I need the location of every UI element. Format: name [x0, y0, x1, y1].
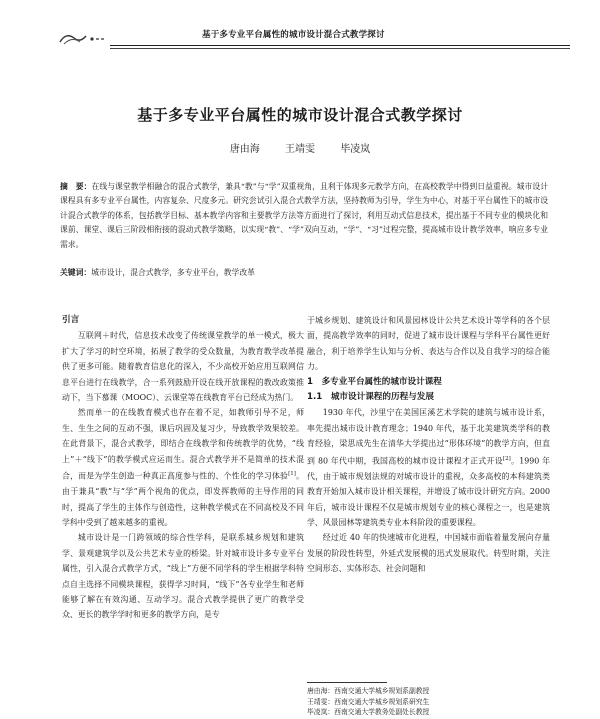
journal-logo-icon [58, 30, 108, 46]
paper-title: 基于多专业平台属性的城市设计混合式教学探讨 [137, 106, 463, 124]
keywords [60, 266, 548, 280]
body-paragraph: 城市设计是一门跨领域的综合性学科，是联系城乡规划和建筑学、景观建筑学以及公共艺术专业的桥梁。针对城市设计多专业平台属性，引入混合式教学方式，“线上”方便不同学科的学生根据学科特点自主选择不同模块课程，获得学习时间，“线下”各专业学生和老师能够了解在有效沟通、互动学习。混合式教学提供了更广的教学受众、更长的教学学时和更多的教学方向，是专 [62, 533, 304, 620]
body-text: 1930 年代，沙里宁在美国匡溪艺术学院的建筑与城市设计系，率先提出城市设计教育理念；1940 年代，基于北美建筑类学科的教育经验，梁思成先生在清华大学提出过“形体环境”的教学方向，但直到 80 年代中期，我国高校的城市设计课程才正式开设 [307, 408, 550, 466]
left-column [62, 313, 304, 623]
body-paragraph: 经过近 40 年的快速城市化进程，中国城市面临着量发展向存量发展的阶段性转型，外延式发展模的迅式发展取代。转型时期，关注空间形态、实体形态、社会问题和 [307, 533, 550, 574]
author-name: 王靖雯 [285, 144, 315, 155]
body-paragraph [62, 405, 304, 530]
body-paragraph [307, 405, 550, 530]
footnote: 王靖雯：西南交通大学城乡规划系研究生 [307, 697, 430, 706]
author-footnotes [307, 686, 550, 718]
footnote-rule [307, 682, 387, 683]
keywords-text: 城市设计，混合式教学，多专业平台，教学改革 [91, 268, 255, 277]
citation-ref: [1] [288, 471, 296, 478]
footnote: 毕凌岚：西南交通大学教务处副处长教授 [307, 708, 430, 716]
section-heading: 1 多专业平台属性的城市设计课程 [307, 376, 442, 387]
body-text: 然而单一的在线教育模式也存在着不足，如教师引导不足，师生、生生之间的互动不强，课后巩固及复习少，导致教学效果较差。在此背景下，混合式教学，即结合在线教学和传统教学的优势，“线上”＋“线下”的教学模式应运而生。混合式教学并不是简单的技术混合，而是为学生创造一种真正高度参与性的、个性化的学习体验 [62, 408, 304, 481]
citation-ref: [2] [502, 455, 511, 462]
running-header-title: 基于多专业平台属性的城市设计混合式教学探讨 [198, 28, 389, 40]
author-name: 毕凌岚 [340, 144, 371, 155]
body-text: 。1990 年代，由于城市规划法规的对城市设计的重视，众多高校的本科建筑类教育开始加入城市设计相关课程，并增设了城市设计研究方向。2000 年后，城市设计课程不仅是城市规划专业的核心课程之一，也是建筑学、风景园林等建筑类专业本科阶段的重要课程。 [307, 456, 550, 527]
body-paragraph: 互联网＋时代，信息技术改变了传统课堂教学的单一模式，极大扩大了学习的时空环境，拓展了教学的受众数量，为教育教学改革提供了更多可能。随着教育信息化的深入，不少高校开始应用互联网信息平台进行在线教学，合一系列鼓励开设在线开放课程的教改政策推动下，当下慕课（MOOC）、云课堂等在线教育平台已经成为热门。 [62, 331, 304, 403]
running-header [58, 28, 570, 50]
footnote: 唐由海：西南交通大学城乡规划系副教授 [307, 687, 430, 695]
body-text: 。由于兼具“教”与“学”两个视角的优点，即发挥教师的主导作用的同时，提高了学生的主体作与创造性，这种教学模式在不同高校及不同学科中受到了越来越多的重视。 [62, 471, 304, 527]
keywords-label: 关键词： [60, 268, 92, 277]
intro-heading: 引言 [62, 315, 80, 325]
subsection-heading: 1.1 城市设计课程的历程与发展 [307, 392, 434, 403]
right-column [307, 313, 550, 577]
author-name: 唐由海 [229, 144, 260, 155]
abstract [60, 180, 548, 252]
header-rule-thin [110, 48, 570, 49]
header-rule [110, 45, 570, 46]
author-line [0, 140, 600, 155]
abstract-text: 在线与课堂教学相融合的混合式教学，兼具“教”与“学”双重视角，且利于体现多元教学方向，在高校教学中得到日益重视。城市设计课程具有多专业平台属性，内容复杂、尺度多元。研究尝试引入混合式教学方法，坚持教师为引导，学生为中心，对基于平台属性下的城市设计混合式教学的体系，包括教学目标、基本教学内容和主要教学方法等方面进行了探讨，利用互动式信息技术，提出基于不同专业的模块化和课前、课堂、课后三阶段相衔接的混动式教学策略，以实现“教”、“学”双向互动，“学”、“习”过程完整，提高城市设计教学效率，响应多专业需求。 [60, 182, 548, 249]
body-paragraph: 于城乡规划、建筑设计和风景园林设计公共艺术设计等学科的各个层面，提高教学效率的同时，促进了城市设计课程与学科平台属性更好融合，利于培养学生认知与分析、表达与合作以及自我学习的综合能力。 [307, 316, 550, 372]
abstract-label: 摘 要： [60, 182, 92, 191]
